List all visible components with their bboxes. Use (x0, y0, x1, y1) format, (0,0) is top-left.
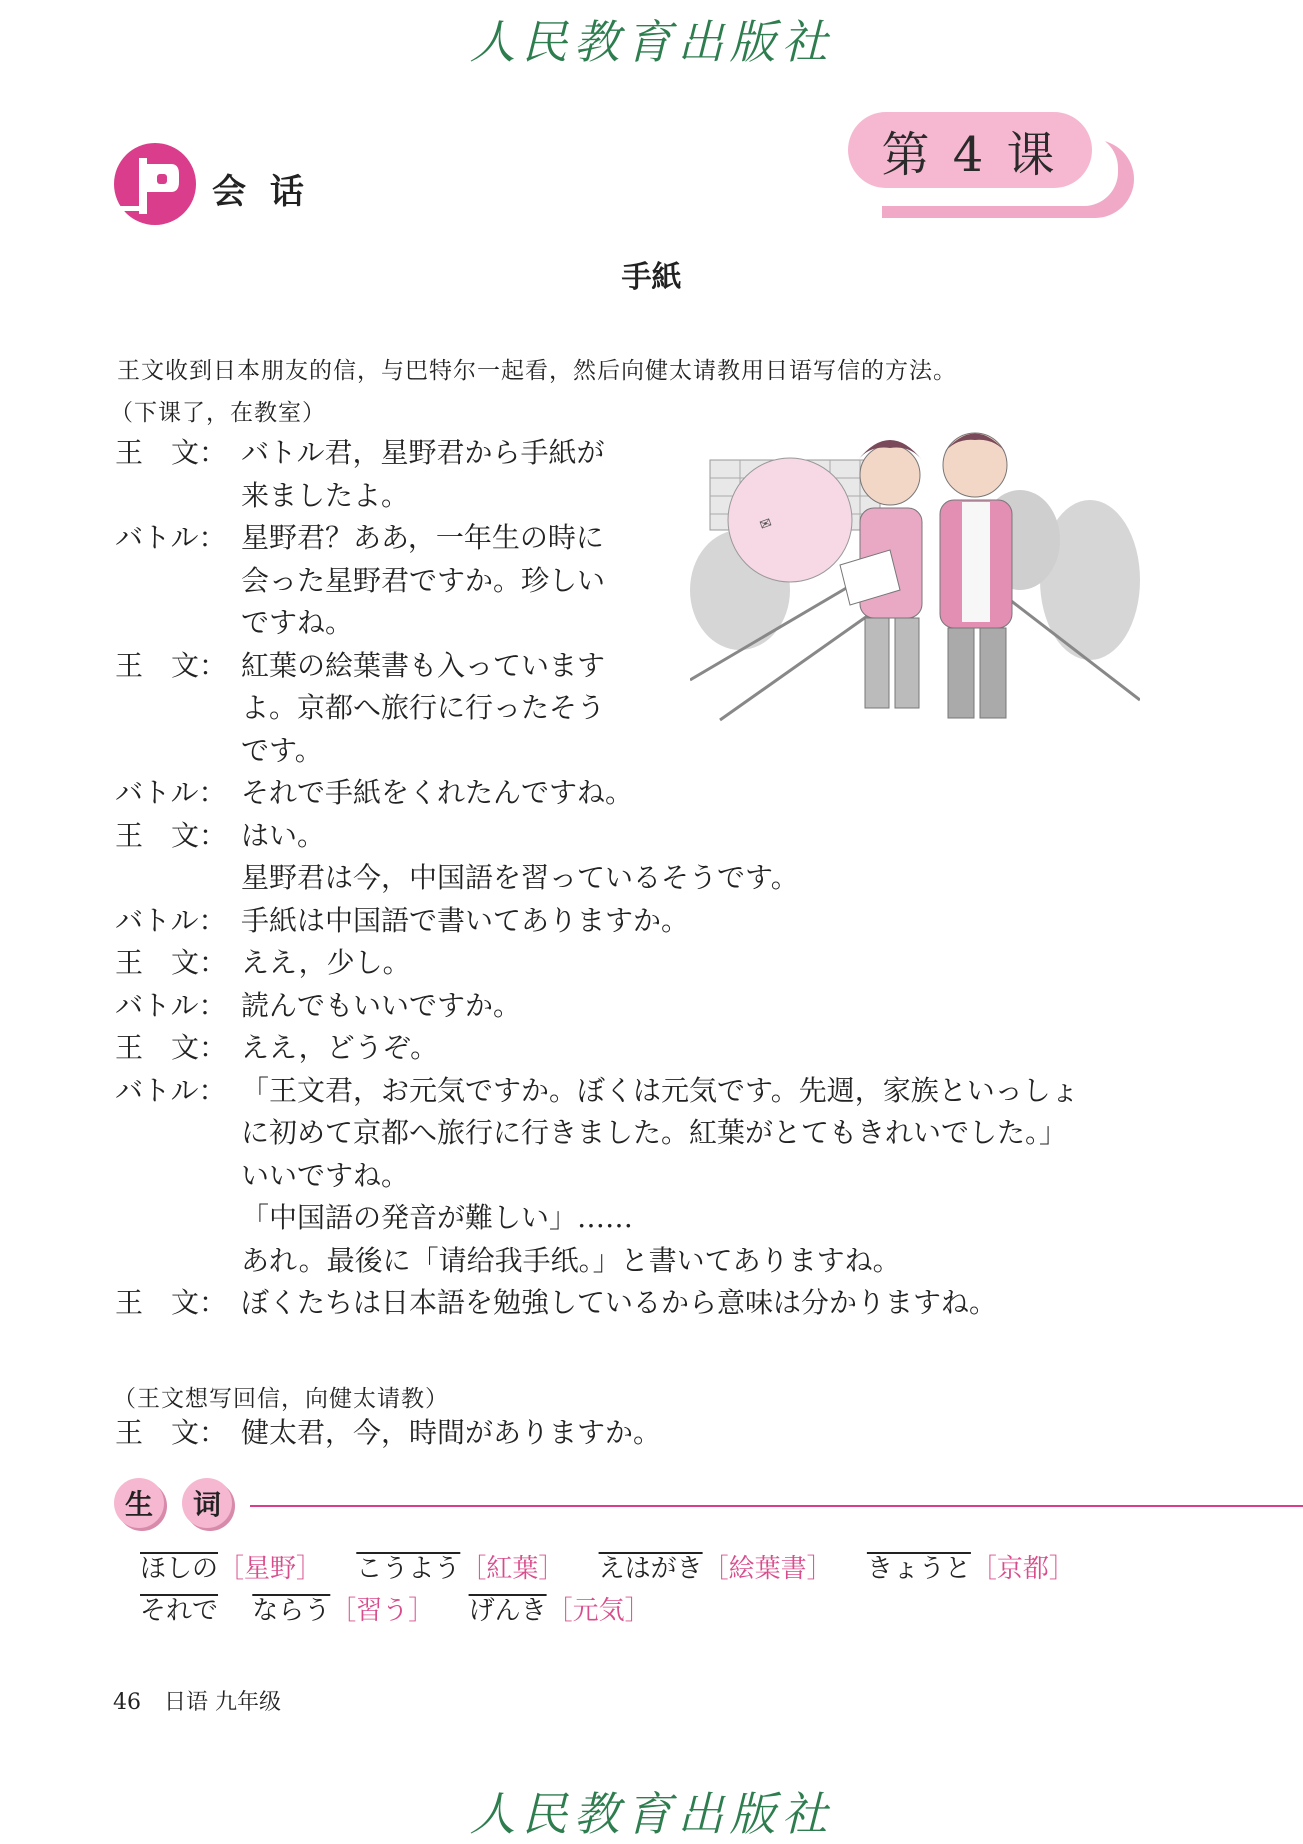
vocab-item: それで (140, 1596, 219, 1626)
dialogue-line: いいですね。 (241, 1158, 410, 1192)
publisher-footer: 人民教育出版社 (469, 1787, 834, 1841)
conversation-section-icon (113, 142, 197, 226)
vocab-item: げんき［元気］ (468, 1596, 651, 1626)
svg-text:✉: ✉ (757, 514, 775, 535)
dialogue-line: です。 (241, 733, 323, 767)
dialogue-speaker: 王 文： (115, 818, 228, 852)
dialogue-line: 「中国語の発音が難しい」…… (241, 1201, 634, 1234)
dialogue-line: はい。 (241, 818, 326, 852)
dialogue-speaker: バトル： (115, 521, 227, 554)
dialogue-line: ええ，少し。 (241, 946, 411, 979)
vocab-item: こうよう［紅葉］ (356, 1554, 565, 1584)
vocab-row-1 (140, 1548, 1101, 1585)
dialogue-line: ですね。 (241, 606, 354, 639)
scene-note-2: （王文想写回信，向健太请教） (113, 1386, 449, 1412)
dialogue-line: に初めて京都へ旅行に行きました。紅葉がとてもきれいでした。」 (241, 1116, 1068, 1149)
dialogue-speaker: バトル： (115, 903, 227, 937)
dialogue-line: 「王文君，お元気ですか。ぼくは元気です。先週，家族といっしょ (241, 1073, 1079, 1107)
lesson-label: 第 4 课 (848, 112, 1092, 188)
dialogue-speaker: バトル： (115, 1073, 227, 1107)
dialogue-line: 読んでもいいですか。 (241, 988, 522, 1022)
section-title: 会 话 (212, 172, 310, 212)
vocab-item: ほしの［星野］ (140, 1554, 323, 1584)
dialogue-speaker: バトル： (115, 776, 227, 809)
dialogue-line: 星野君？ああ，一年生の時に (241, 521, 604, 554)
publisher-header: 人民教育出版社 (469, 15, 834, 69)
dialogue-line: あれ。最後に「请给我手纸。」と書いてありますね。 (241, 1243, 901, 1277)
vocabulary-heading (114, 1478, 1303, 1534)
dialogue-line: それで手紙をくれたんですね。 (241, 776, 634, 809)
dialogue-line: 手紙は中国語で書いてありますか。 (241, 903, 690, 937)
two-students-reading-letter-illustration (690, 420, 1140, 730)
dialogue-line: 紅葉の絵葉書も入っています (241, 648, 606, 682)
vocab-row-2 (140, 1590, 677, 1627)
vocab-item: えはがき［絵葉書］ (598, 1554, 833, 1584)
page-number: 46 (113, 1690, 141, 1715)
dialogue-line: バトル君，星野君から手紙が (241, 436, 605, 469)
dialogue-speaker: 王 文： (115, 1286, 228, 1319)
scene-note: （下课了，在教室） (110, 400, 326, 426)
vocab-chip-2: 词 (182, 1478, 232, 1528)
dialogue-line: 健太君，今，時間がありますか。 (241, 1416, 662, 1449)
dialogue-line: 来ましたよ。 (241, 478, 410, 512)
dialogue-speaker: 王 文： (115, 1031, 228, 1064)
dialogue-line: 会った星野君ですか。珍しい (241, 563, 606, 597)
dialogue-line: 星野君は今，中国語を習っているそうです。 (241, 861, 799, 894)
intro-text: 王文收到日本朋友的信，与巴特尔一起看，然后向健太请教用日语写信的方法。 (117, 358, 957, 384)
vocab-divider (250, 1505, 1303, 1507)
dialogue-speaker: 王 文： (115, 946, 228, 979)
book-title: 日语 九年级 (164, 1690, 281, 1715)
dialogue-speaker: 王 文： (115, 436, 228, 469)
dialogue-line: ぼくたちは日本語を勉強しているから意味は分かりますね。 (241, 1286, 998, 1319)
dialogue-speaker: 王 文： (115, 648, 228, 682)
dialogue-speaker: バトル： (115, 988, 227, 1022)
vocab-item: きょうと［京都］ (866, 1554, 1075, 1584)
lesson-badge (848, 112, 1138, 222)
dialog-title: 手紙 (621, 260, 682, 295)
vocab-chip-1: 生 (114, 1478, 164, 1528)
page-footer (113, 1685, 297, 1716)
dialogue-speaker: 王 文： (115, 1416, 228, 1449)
dialogue-line: ええ，どうぞ。 (241, 1031, 439, 1064)
dialogue-line: よ。京都へ旅行に行ったそう (241, 691, 606, 724)
vocab-item: ならう［習う］ (252, 1596, 435, 1626)
